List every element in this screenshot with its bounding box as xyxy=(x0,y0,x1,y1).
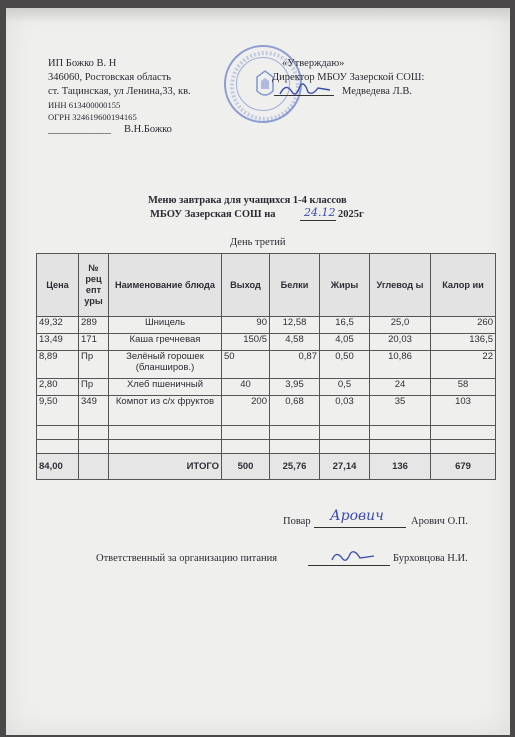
cell-price: 9,50 xyxy=(37,396,79,426)
header-calories: Калор ии xyxy=(431,254,496,317)
cell-empty xyxy=(320,426,370,440)
cell-carbs: 20,03 xyxy=(370,334,431,351)
cell-empty xyxy=(270,426,320,440)
cell-empty xyxy=(109,440,222,454)
cell-fats: 16,5 xyxy=(320,317,370,334)
ogrn-number: ОГРН 324619600194165 xyxy=(48,112,137,122)
cook-label: Повар xyxy=(283,516,311,527)
cell-empty xyxy=(370,440,431,454)
cell-empty xyxy=(37,440,79,454)
header-recipe-number: № рец епт уры xyxy=(79,254,109,317)
header-dish-name: Наименование блюда xyxy=(109,254,222,317)
cell-portion: 40 xyxy=(222,379,270,396)
director-title: Директор МБОУ Зазерской СОШ: xyxy=(272,72,425,83)
cell-empty xyxy=(79,426,109,440)
director-signature-icon xyxy=(278,78,338,100)
total-portion: 500 xyxy=(222,454,270,480)
cell-dish: Шницель xyxy=(109,317,222,334)
inn-number: ИНН 613400000155 xyxy=(48,100,121,110)
cell-calories: 58 xyxy=(431,379,496,396)
cell-portion: 200 xyxy=(222,396,270,426)
menu-date: 24.12 xyxy=(304,206,336,219)
cell-empty xyxy=(79,440,109,454)
table-row-empty xyxy=(37,440,496,454)
header-price: Цена xyxy=(37,254,79,317)
table-header-row xyxy=(37,254,496,317)
cell-empty xyxy=(370,426,431,440)
cell-price: 2,80 xyxy=(37,379,79,396)
cell-price: 8,89 xyxy=(37,351,79,379)
cell-price: 49,32 xyxy=(37,317,79,334)
entrepreneur-signature-blank: ____________ xyxy=(48,124,111,135)
table-total-row xyxy=(37,454,496,480)
cell-calories: 22 xyxy=(431,351,496,379)
table-row xyxy=(37,396,496,426)
cell-calories: 103 xyxy=(431,396,496,426)
responsible-signature-icon xyxy=(330,546,378,566)
menu-title: Меню завтрака для учащихся 1-4 классов xyxy=(148,195,347,206)
cell-empty xyxy=(431,426,496,440)
cook-signature: Арович xyxy=(330,508,384,524)
cell-recipe: 289 xyxy=(79,317,109,334)
school-name: МБОУ Зазерская СОШ на xyxy=(150,209,276,220)
cell-carbs: 10,86 xyxy=(370,351,431,379)
cell-portion: 50 xyxy=(222,351,270,379)
cell-proteins: 3,95 xyxy=(270,379,320,396)
cell-recipe: Пр xyxy=(79,379,109,396)
cell-empty xyxy=(222,440,270,454)
cell-empty xyxy=(270,440,320,454)
total-price: 84,00 xyxy=(37,454,79,480)
table-row-empty xyxy=(37,426,496,440)
header-proteins: Белки xyxy=(270,254,320,317)
total-fats: 27,14 xyxy=(320,454,370,480)
cell-dish: Хлеб пшеничный xyxy=(109,379,222,396)
cell-empty xyxy=(222,426,270,440)
cell-fats: 0,50 xyxy=(320,351,370,379)
cell-empty xyxy=(109,426,222,440)
cell-recipe: Пр xyxy=(79,351,109,379)
page-shadow xyxy=(6,8,510,22)
responsible-name: Бурховцова Н.И. xyxy=(393,553,468,564)
header-carbohydrates: Углевод ы xyxy=(370,254,431,317)
cell-fats: 4,05 xyxy=(320,334,370,351)
entrepreneur-signer: В.Н.Божко xyxy=(124,124,172,135)
cell-proteins: 4,58 xyxy=(270,334,320,351)
address-line-2: ст. Тацинская, ул Ленина,33, кв. xyxy=(48,86,191,97)
address-line-1: 346060, Ростовская область xyxy=(48,72,172,83)
cell-proteins: 0,68 xyxy=(270,396,320,426)
total-recipe xyxy=(79,454,109,480)
table-row xyxy=(37,351,496,379)
menu-year: 2025г xyxy=(338,209,364,220)
cell-fats: 0,5 xyxy=(320,379,370,396)
header-fats: Жиры xyxy=(320,254,370,317)
responsible-label: Ответственный за организацию питания xyxy=(96,553,278,564)
cell-proteins: 12,58 xyxy=(270,317,320,334)
cell-proteins: 0,87 xyxy=(270,351,320,379)
cell-calories: 136,5 xyxy=(431,334,496,351)
total-carbs: 136 xyxy=(370,454,431,480)
cell-portion: 150/5 xyxy=(222,334,270,351)
header-portion: Выход xyxy=(222,254,270,317)
date-underline xyxy=(300,220,336,221)
cell-fats: 0,03 xyxy=(320,396,370,426)
cell-carbs: 24 xyxy=(370,379,431,396)
table-row xyxy=(37,334,496,351)
cell-price: 13,49 xyxy=(37,334,79,351)
day-subtitle: День третий xyxy=(230,237,286,248)
cell-recipe: 349 xyxy=(79,396,109,426)
table-row xyxy=(37,379,496,396)
director-name: Медведева Л.В. xyxy=(342,86,412,97)
total-label: ИТОГО xyxy=(109,454,222,480)
cook-name: Арович О.П. xyxy=(411,516,468,527)
table-row xyxy=(37,317,496,334)
total-proteins: 25,76 xyxy=(270,454,320,480)
menu-table xyxy=(36,253,496,480)
cell-carbs: 35 xyxy=(370,396,431,426)
approval-heading: «Утверждаю» xyxy=(282,58,345,69)
cell-dish: Каша гречневая xyxy=(109,334,222,351)
cook-signature-line xyxy=(314,527,406,528)
cell-calories: 260 xyxy=(431,317,496,334)
cell-dish: Зелёный горошек (бланширов.) xyxy=(109,351,222,379)
cell-empty xyxy=(37,426,79,440)
cell-recipe: 171 xyxy=(79,334,109,351)
cell-carbs: 25,0 xyxy=(370,317,431,334)
total-calories: 679 xyxy=(431,454,496,480)
cell-empty xyxy=(320,440,370,454)
cell-dish: Компот из с/х фруктов xyxy=(109,396,222,426)
entrepreneur-name: ИП Божко В. Н xyxy=(48,58,117,69)
cell-empty xyxy=(431,440,496,454)
cell-portion: 90 xyxy=(222,317,270,334)
